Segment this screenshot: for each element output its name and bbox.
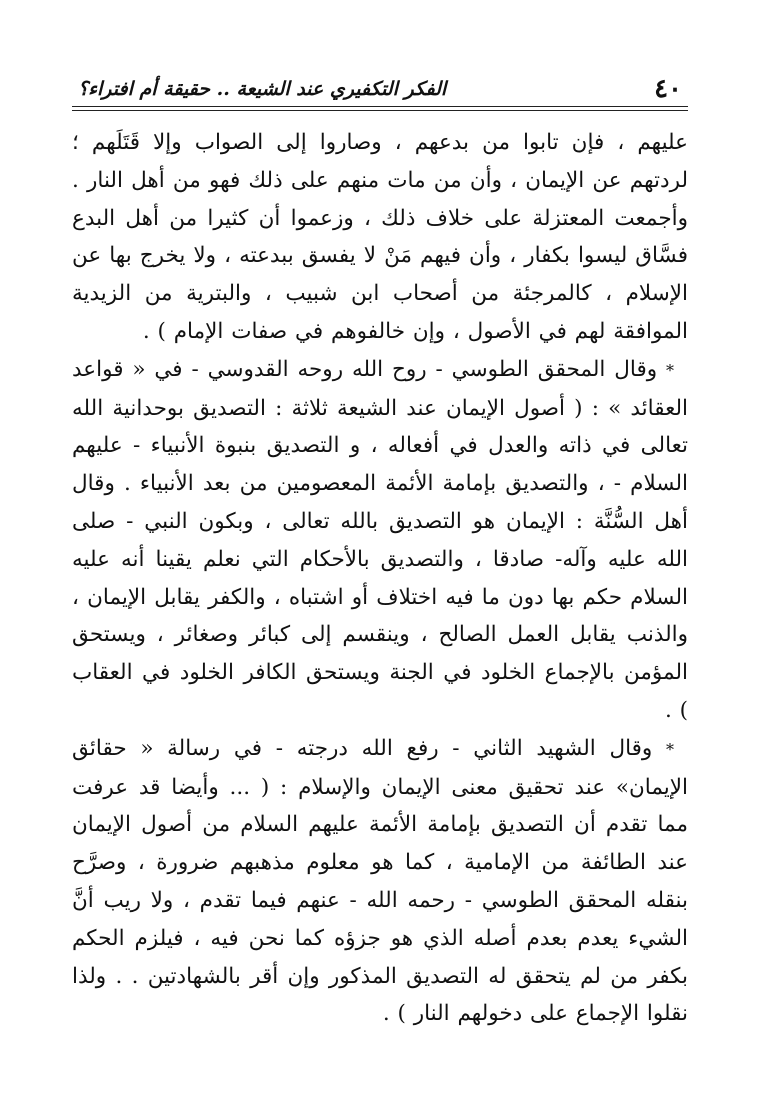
paragraph	[72, 351, 688, 730]
asterisk-marker: *	[666, 360, 674, 380]
paragraph	[72, 730, 688, 1033]
paragraph-text: وقال المحقق الطوسي - روح الله روحه القدوسي - في « قواعد العقائد » : ( أصول الإيمان عند الشيعة ثلاثة : التصديق بوحدانية الله تعالى في ذاته والعدل في أفعاله ، و التصديق بنبوة الأنبياء - عليهم السلام - ، والتصديق بإمامة الأئمة المعصومين من بعد الأنبياء . وقال أهل السُّنَّة : الإيمان هو التصديق بالله تعالى ، وبكون النبي - صلى الله عليه وآله- صادقا ، والتصديق بالأحكام التي نعلم يقينا أنه عليه السلام حكم بها دون ما فيه اختلاف أو اشتباه ، والكفر يقابل الإيمان ، والذنب يقابل العمل الصالح ، وينقسم إلى كبائر وصغائر ، ويستحق المؤمن بالإجماع الخلود في الجنة ويستحق الكافر الخلود في العقاب ) .	[72, 356, 688, 723]
paragraph-text: وقال الشهيد الثاني - رفع الله درجته - في رسالة « حقائق الإيمان» عند تحقيق معنى الإيمان والإسلام : ( ... وأيضا قد عرفت مما تقدم أن التصديق بإمامة الأئمة عليهم السلام من أصول الإيمان عند الطائفة من الإمامية ، كما هو معلوم مذهبهم ضرورة ، وصرَّح بنقله المحقق الطوسي - رحمه الله - عنهم فيما تقدم ، ولا ريب أنَّ الشيء يعدم بعدم أصله الذي هو جزؤه كما نحن فيه ، فيلزم الحكم بكفر من لم يتحقق له التصديق المذكور وإن أقر بالشهادتين . . ولذا نقلوا الإجماع على دخولهم النار ) .	[72, 735, 688, 1027]
header-rule-top	[72, 106, 688, 107]
running-title: الفكر التكفيري عند الشيعة .. حقيقة أم افتراء؟	[78, 78, 447, 100]
page-header	[72, 72, 688, 106]
body-text	[72, 124, 688, 1033]
paragraph-text: عليهم ، فإن تابوا من بدعهم ، وصاروا إلى الصواب وإلا قَتَلَهم ؛ لردتهم عن الإيمان ، وأن من مات منهم على ذلك فهو من أهل النار . وأجمعت المعتزلة على خلاف ذلك ، وزعموا أن كثيرا من أهل البدع فسَّاق ليسوا بكفار ، وأن فيهم مَنْ لا يفسق ببدعته ، ولا يخرج بها عن الإسلام ، كالمرجئة من أصحاب ابن شبيب ، والبترية من الزيدية الموافقة لهم في الأصول ، وإن خالفوهم في صفات الإمام ) .	[72, 130, 688, 344]
page-number: ٤٠	[654, 74, 682, 104]
paragraph	[72, 124, 688, 351]
asterisk-marker: *	[666, 739, 674, 759]
header-rule-bottom	[72, 110, 688, 111]
